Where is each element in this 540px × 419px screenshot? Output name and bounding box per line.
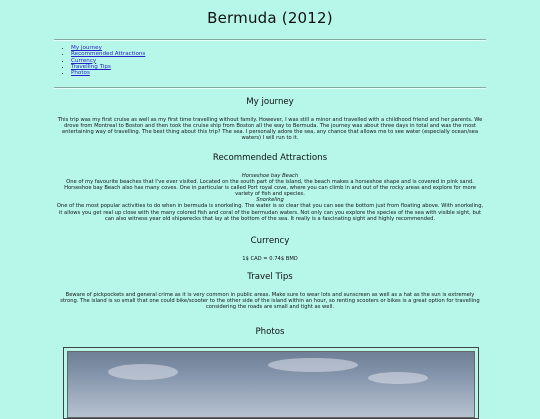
page-title: Bermuda (2012) — [207, 9, 333, 27]
attractions-heading: Recommended Attractions — [212, 153, 328, 163]
attraction-text: One of my favourite beaches that I've ever visited. Located on the south part of the island, the beach makes a horseshoe shape and is covered in pink sand. Horseshoe bay Beach also has many coves. One in particular is called Port royal cove, where you can climb in and out of the rocky areas and explore for more variety of fish and species. — [64, 179, 476, 198]
toc-link-attractions[interactable]: Recommended Attractions — [71, 51, 146, 58]
divider — [54, 39, 486, 41]
attraction-title: Snorkeling — [256, 197, 284, 204]
currency-heading: Currency — [250, 236, 290, 246]
attraction-title: Horseshoe bay Beach — [241, 173, 299, 179]
attraction-text: One of the most popular activities to do when in bermuda is snorkeling. The water is so clear that you can see the bottom just from floating above. With snorkeling, it allows you get real up close with the many colored fish and coral of the bermudan waters. Not only can you explore the species of the sea with visible sight, but can also witness year old shipwrecks that lay at the bottom of the sea. It really is a fascinating sight and highly recommended. — [56, 203, 484, 222]
toc-link-my-journey[interactable]: My journey — [71, 45, 102, 51]
bermuda-photo — [67, 351, 475, 418]
tips-heading: Travel Tips — [247, 272, 293, 282]
journey-heading: My journey — [246, 97, 294, 107]
journey-text: This trip was my first cruise as well as my first time travelling without family. However, I was still a minor and travelled with a childhood friend and her parents. We drove from Montreal to Boston and then took the cruise ship from Boston all the way to Bermuda. The journey was about three days in total and was the most entertaining way of travelling. The best thing about this trip? The sea. I personally adore the sea, any chance that allows me to see water (especially ocean/sea waters) I will run to it. — [57, 117, 483, 142]
currency-text: 1$ CAD = 0.74$ BMD — [242, 256, 298, 262]
toc-item-photos — [71, 70, 145, 76]
tips-text: Beware of pickpockets and general crime as it is very common in public areas. Make sure to wear lots and sunscreen as well as a hat as the sun is extremely strong. The island is so small that one could bike/scooter to the other side of the island within an hour, so renting scooters or bikes is a great option for travelling considering the roads are small and tight as well. — [60, 292, 480, 311]
photo-frame — [63, 347, 479, 419]
cloud-shape — [368, 372, 428, 384]
cloud-shape — [268, 358, 358, 372]
cloud-shape — [108, 364, 178, 380]
photos-heading: Photos — [255, 327, 285, 337]
toc-link-photos[interactable]: Photos — [71, 70, 90, 77]
toc-link-tips[interactable]: Travelling Tips — [71, 63, 111, 70]
attractions-list — [56, 173, 484, 222]
toc-link-currency[interactable]: Currency — [71, 57, 97, 64]
table-of-contents — [63, 45, 145, 76]
divider — [54, 87, 486, 89]
